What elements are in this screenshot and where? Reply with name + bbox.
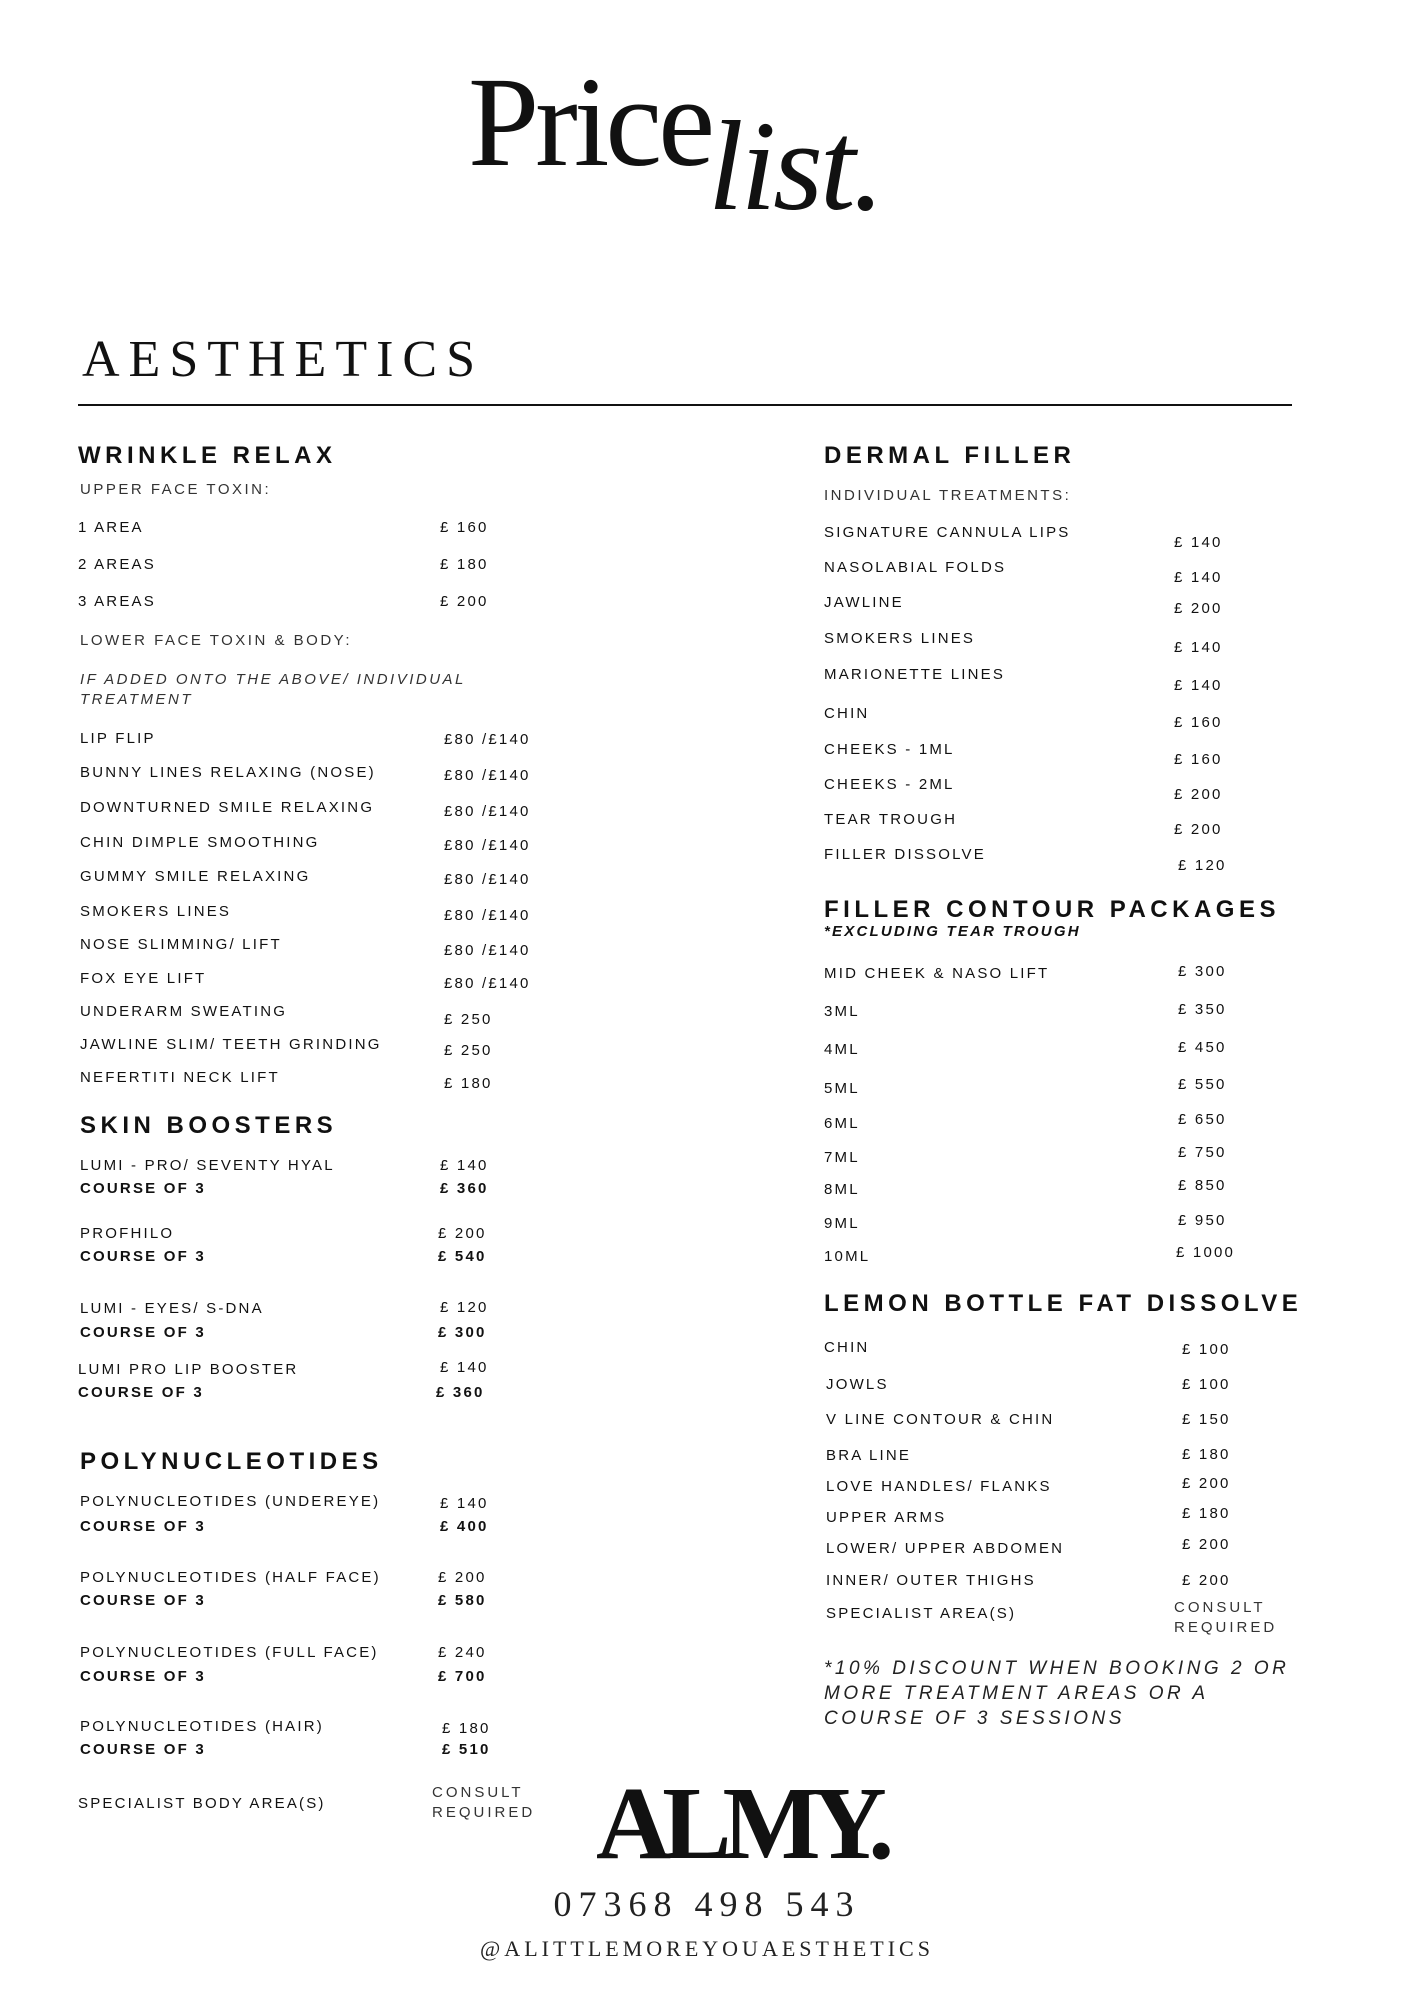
course-label: COURSE OF 3 [80,1324,206,1341]
price-item-value: £ 200 [1174,821,1223,838]
price-item-name: DOWNTURNED SMILE RELAXING [80,799,375,816]
price-item-name: JAWLINE [824,594,904,611]
price-item-name: MID CHEEK & NASO LIFT [824,965,1050,982]
price-item-name: NEFERTITI NECK LIFT [80,1069,280,1086]
polynucleotides-title: POLYNUCLEOTIDES [80,1448,383,1475]
price-item-name: MARIONETTE LINES [824,666,1006,683]
price-item-name: NASOLABIAL FOLDS [824,559,1007,576]
price-item-value: £ 140 [1174,569,1223,586]
brand-logo: ALMY. [596,1766,886,1881]
price-item-name: 5ML [824,1080,860,1097]
price-item-name: PROFHILO [80,1225,175,1242]
price-item-name: 1 AREA [78,519,144,536]
price-item-value: £ 160 [1174,714,1223,731]
price-item-name: LOVE HANDLES/ FLANKS [826,1478,1052,1495]
price-item-name: CHIN [824,705,870,722]
price-item-name: SPECIALIST BODY AREA(S) [78,1795,326,1812]
price-item-value: £ 450 [1178,1039,1227,1056]
price-item-name: FILLER DISSOLVE [824,846,986,863]
consult-line: CONSULT [432,1784,524,1801]
price-item-value: £ 200 [1182,1475,1231,1492]
price-item-value: £80 /£140 [444,907,531,924]
price-item-name: INNER/ OUTER THIGHS [826,1572,1036,1589]
price-item-name: 7ML [824,1149,860,1166]
course-price: £ 540 [438,1248,487,1265]
price-item-name: BUNNY LINES RELAXING (NOSE) [80,764,376,781]
course-label: COURSE OF 3 [80,1518,206,1535]
course-price: £ 580 [438,1592,487,1609]
price-item-value: £ 140 [1174,677,1223,694]
wrinkle-relax-title: WRINKLE RELAX [78,442,337,469]
upper-face-label: UPPER FACE TOXIN: [80,481,272,498]
price-item-name: JOWLS [826,1376,889,1393]
price-item-name: POLYNUCLEOTIDES (FULL FACE) [80,1644,379,1661]
price-item-name: POLYNUCLEOTIDES (UNDEREYE) [80,1493,381,1510]
consult-line: REQUIRED [432,1804,536,1821]
price-item-name: CHEEKS - 2ML [824,776,955,793]
price-item-value: £80 /£140 [444,975,531,992]
price-item-value: £ 950 [1178,1212,1227,1229]
price-item-value: £ 200 [1174,786,1223,803]
price-item-name: CHIN DIMPLE SMOOTHING [80,834,320,851]
price-item-value: £80 /£140 [444,731,531,748]
heading-divider [78,404,1292,406]
price-item-value: £ 120 [1178,857,1227,874]
price-item-name: V LINE CONTOUR & CHIN [826,1411,1055,1428]
price-item-name: UNDERARM SWEATING [80,1003,288,1020]
price-item-value: £ 140 [1174,534,1223,551]
consult-required [1174,1598,1277,1638]
price-item-name: LIP FLIP [80,730,156,747]
price-item-value: £80 /£140 [444,767,531,784]
price-item-value: £ 180 [1182,1446,1231,1463]
price-item-name: UPPER ARMS [826,1509,947,1526]
price-item-value: £ 240 [438,1644,487,1661]
price-item-name: SIGNATURE CANNULA LIPS [824,524,1071,541]
price-item-value: £ 200 [1174,600,1223,617]
price-item-name: 9ML [824,1215,860,1232]
individual-treatments-label: INDIVIDUAL TREATMENTS: [824,487,1072,504]
price-item-value: £ 100 [1182,1341,1231,1358]
price-item-name: LUMI - EYES/ S-DNA [80,1300,264,1317]
course-price: £ 360 [436,1384,485,1401]
course-price: £ 360 [440,1180,489,1197]
title-list: list. [708,95,882,237]
title-price: Price [468,51,711,193]
lower-face-label: LOWER FACE TOXIN & BODY: [80,632,352,649]
price-item-value: £ 180 [444,1075,493,1092]
price-item-value: £80 /£140 [444,871,531,888]
consult-line: CONSULT [1174,1599,1266,1616]
dermal-filler-title: DERMAL FILLER [824,442,1076,469]
consult-required [432,1783,535,1823]
price-item-value: £ 200 [1182,1536,1231,1553]
price-item-name: 4ML [824,1041,860,1058]
course-label: COURSE OF 3 [80,1592,206,1609]
price-item-value: £80 /£140 [444,803,531,820]
price-item-value: £ 180 [1182,1505,1231,1522]
price-item-value: £ 200 [438,1225,487,1242]
price-item-value: £ 850 [1178,1177,1227,1194]
price-item-name: 8ML [824,1181,860,1198]
price-item-value: £ 160 [1174,751,1223,768]
course-price: £ 700 [438,1668,487,1685]
price-item-name: 2 AREAS [78,556,156,573]
price-item-value: £ 160 [440,519,489,536]
price-item-value: £ 650 [1178,1111,1227,1128]
price-item-value: £ 150 [1182,1411,1231,1428]
price-item-value: £ 180 [440,556,489,573]
price-item-value: £ 200 [440,593,489,610]
price-item-value: £80 /£140 [444,837,531,854]
price-item-value: £ 140 [440,1157,489,1174]
discount-note: *10% DISCOUNT WHEN BOOKING 2 OR MORE TREATMENT AREAS OR A COURSE OF 3 SESSIONS [824,1658,1290,1729]
consult-line: REQUIRED [1174,1619,1278,1636]
price-item-value: £80 /£140 [444,942,531,959]
price-item-value: £ 250 [444,1011,493,1028]
page-heading: AESTHETICS [82,331,484,388]
price-item-name: 3ML [824,1003,860,1020]
price-item-value: £ 750 [1178,1144,1227,1161]
price-item-value: £ 250 [444,1042,493,1059]
price-item-value: £ 1000 [1176,1244,1236,1261]
contour-note: *EXCLUDING TEAR TROUGH [824,923,1081,940]
course-label: COURSE OF 3 [80,1248,206,1265]
price-item-name: JAWLINE SLIM/ TEETH GRINDING [80,1036,382,1053]
phone-number: 07368 498 543 [553,1884,861,1924]
price-item-name: SMOKERS LINES [80,903,232,920]
social-handle: @ALITTLEMOREYOUAESTHETICS [480,1936,934,1961]
price-item-value: £ 180 [442,1720,491,1737]
price-item-value: £ 140 [1174,639,1223,656]
price-item-name: 10ML [824,1248,871,1265]
price-item-name: LUMI - PRO/ SEVENTY HYAL [80,1157,335,1174]
price-item-name: LUMI PRO LIP BOOSTER [78,1361,299,1378]
price-item-value: £ 140 [440,1495,489,1512]
price-item-name: FOX EYE LIFT [80,970,207,987]
price-item-value: £ 200 [438,1569,487,1586]
price-item-name: CHEEKS - 1ML [824,741,955,758]
course-price: £ 300 [438,1324,487,1341]
course-label: COURSE OF 3 [78,1384,204,1401]
course-label: COURSE OF 3 [80,1668,206,1685]
price-item-name: BRA LINE [826,1447,912,1464]
lemon-bottle-title: LEMON BOTTLE FAT DISSOLVE [824,1290,1303,1317]
price-item-name: CHIN [824,1339,870,1356]
price-item-value: £ 100 [1182,1376,1231,1393]
price-item-name: SPECIALIST AREA(S) [826,1605,1017,1622]
price-item-name: POLYNUCLEOTIDES (HALF FACE) [80,1569,381,1586]
price-item-value: £ 140 [440,1359,489,1376]
course-label: COURSE OF 3 [80,1741,206,1758]
course-label: COURSE OF 3 [80,1180,206,1197]
price-item-name: POLYNUCLEOTIDES (HAIR) [80,1718,324,1735]
price-item-value: £ 550 [1178,1076,1227,1093]
price-item-name: SMOKERS LINES [824,630,976,647]
price-item-name: GUMMY SMILE RELAXING [80,868,311,885]
price-item-name: 3 AREAS [78,593,156,610]
price-item-name: LOWER/ UPPER ABDOMEN [826,1540,1065,1557]
lower-face-note: IF ADDED ONTO THE ABOVE/ INDIVIDUAL TREATMENT [80,671,466,708]
price-item-value: £ 200 [1182,1572,1231,1589]
price-item-name: 6ML [824,1115,860,1132]
price-item-value: £ 300 [1178,963,1227,980]
price-item-name: NOSE SLIMMING/ LIFT [80,936,282,953]
price-item-value: £ 120 [440,1299,489,1316]
skin-boosters-title: SKIN BOOSTERS [80,1112,338,1139]
price-item-name: TEAR TROUGH [824,811,958,828]
price-item-value: £ 350 [1178,1001,1227,1018]
course-price: £ 400 [440,1518,489,1535]
course-price: £ 510 [442,1741,491,1758]
filler-contour-title: FILLER CONTOUR PACKAGES [824,896,1280,923]
